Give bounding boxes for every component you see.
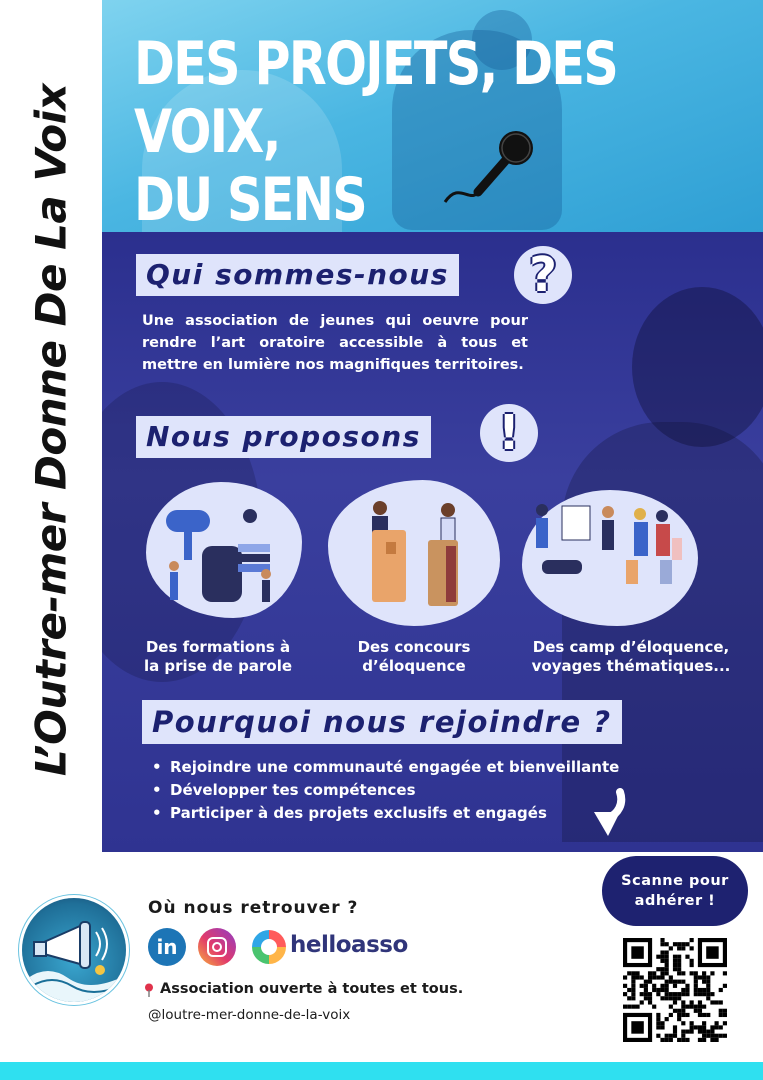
hero-title-line1: DES PROJETS, DES VOIX, xyxy=(134,29,618,167)
about-text: Une association de jeunes qui oeuvre pour rendre l’art oratoire accessible à tous et mettre en lumière nos magnifiques territoires. xyxy=(142,313,528,373)
scan-to-join-badge: Scanne pour adhérer ! xyxy=(602,856,748,926)
pin-icon xyxy=(144,983,154,997)
megaphone-logo xyxy=(22,898,126,1002)
hero-title xyxy=(134,30,642,232)
question-icon: ? xyxy=(514,246,572,304)
offer-training: Des formations à la prise de parole xyxy=(143,638,293,675)
vertical-title-band xyxy=(0,0,102,860)
list-item: • Rejoindre une communauté engagée et bienveillante xyxy=(152,756,619,779)
open-to-all-text: Association ouverte à toutes et tous. xyxy=(160,981,464,997)
offers-heading: Nous proposons xyxy=(136,416,431,458)
reasons-list xyxy=(152,756,619,825)
instagram-icon[interactable] xyxy=(198,928,236,966)
helloasso-icon[interactable] xyxy=(252,930,286,964)
contest-illustration xyxy=(328,480,500,626)
find-us-label: Où nous retrouver ? xyxy=(148,898,359,918)
helloasso-link[interactable]: helloasso xyxy=(290,932,408,958)
microphone-icon xyxy=(440,120,540,210)
camp-illustration xyxy=(522,490,698,626)
linkedin-icon[interactable]: in xyxy=(148,928,186,966)
training-illustration xyxy=(146,482,302,618)
hero-banner xyxy=(102,0,763,232)
bottom-color-bar xyxy=(0,1062,763,1080)
list-item: • Participer à des projets exclusifs et engagés xyxy=(152,802,619,825)
offer-camp: Des camp d’éloquence, voyages thématiques... xyxy=(531,638,731,675)
join-heading: Pourquoi nous rejoindre ? xyxy=(142,700,622,744)
offer-contest: Des concours d’éloquence xyxy=(357,638,471,675)
arrow-down-icon xyxy=(590,788,634,840)
about-heading: Qui sommes-nous xyxy=(136,254,459,296)
list-item: • Développer tes compétences xyxy=(152,779,619,802)
exclamation-icon: ! xyxy=(480,404,538,462)
qr-code[interactable] xyxy=(623,938,727,1042)
main-panel xyxy=(102,232,763,852)
social-handle: @loutre-mer-donne-de-la-voix xyxy=(148,1007,351,1023)
hero-title-line2: DU SENS xyxy=(134,165,367,232)
association-name: L’Outre-mer Donne De La Voix xyxy=(26,83,76,777)
